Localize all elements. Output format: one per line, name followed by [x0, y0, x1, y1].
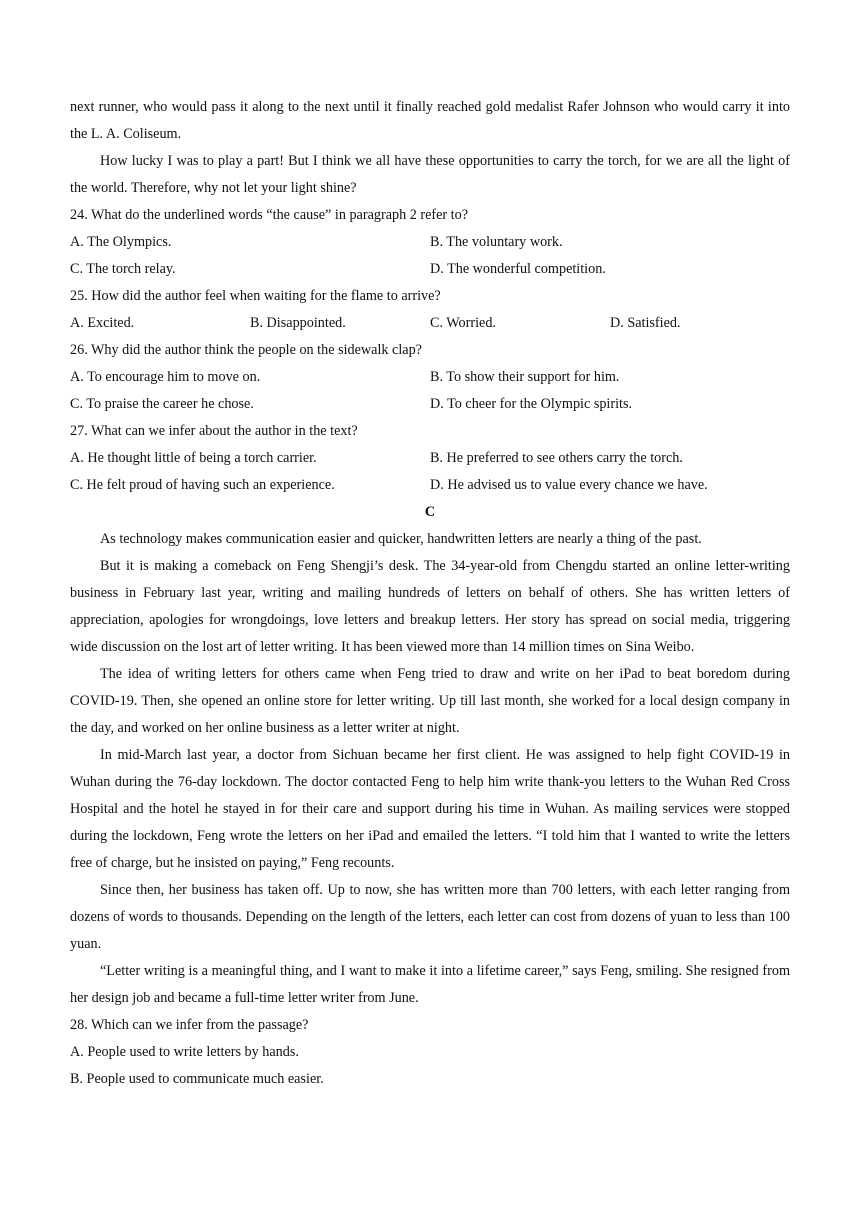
option-d: D. The wonderful competition. — [430, 261, 606, 277]
option-a: A. Excited. — [70, 315, 135, 331]
option-d: D. To cheer for the Olympic spirits. — [430, 396, 633, 412]
passage-b-paragraph: How lucky I was to play a part! But I think we all have these opportunities to carry the torch, for we are all the light of the world. Therefore, why not let your light shine? — [70, 153, 790, 196]
passage-c-paragraph: But it is making a comeback on Feng Shengji’s desk. The 34-year-old from Chengdu started an online letter-writing business in February last year, writing and mailing hundreds of letters on behalf of others. She has written letters of appreciation, apologies for wrongdoings, love letters and breakup letters. Her story has spread on social media, triggering wide discussion on the lost art of letter writing. It has been viewed more than 14 million times on Sina Weibo. — [70, 558, 790, 655]
passage-c-paragraph: The idea of writing letters for others came when Feng tried to draw and write on her iPad to beat boredom during COVID-19. Then, she opened an online store for letter writing. Up till last month, she worked for a local design company in the day, and worked on her online business as a letter writer at night. — [70, 666, 790, 736]
option-b: B. To show their support for him. — [430, 369, 620, 385]
passage-c-paragraph: Since then, her business has taken off. Up to now, she has written more than 700 letters, with each letter ranging from dozens of words to thousands. Depending on the length of the letters, each letter can cost from dozens of yuan to less than 100 yuan. — [70, 882, 790, 952]
option-b: B. Disappointed. — [250, 315, 346, 331]
question-27-options — [70, 472, 790, 499]
option-c: C. Worried. — [430, 315, 496, 331]
section-c-heading: C — [424, 504, 436, 520]
document-page — [70, 94, 790, 1093]
question-25-options — [70, 310, 790, 337]
question-24: 24. What do the underlined words “the cause” in paragraph 2 refer to? — [70, 207, 469, 223]
question-26: 26. Why did the author think the people on the sidewalk clap? — [70, 342, 422, 358]
question-26-options — [70, 364, 790, 391]
option-a: A. To encourage him to move on. — [70, 369, 261, 385]
question-24-options — [70, 256, 790, 283]
option-d: D. He advised us to value every chance we have. — [430, 477, 708, 493]
option-b: B. People used to communicate much easier. — [70, 1071, 324, 1087]
passage-c-paragraph: As technology makes communication easier and quicker, handwritten letters are nearly a thing of the past. — [100, 531, 702, 547]
question-28: 28. Which can we infer from the passage? — [70, 1017, 309, 1033]
question-26-options — [70, 391, 790, 418]
option-a: A. The Olympics. — [70, 234, 172, 250]
option-a: A. He thought little of being a torch carrier. — [70, 450, 317, 466]
option-c: C. He felt proud of having such an experience. — [70, 477, 335, 493]
option-b: B. He preferred to see others carry the torch. — [430, 450, 683, 466]
passage-b-paragraph: next runner, who would pass it along to the next until it finally reached gold medalist Rafer Johnson who would carry it into the L. A. Coliseum. — [70, 99, 790, 142]
option-b: B. The voluntary work. — [430, 234, 563, 250]
question-27: 27. What can we infer about the author in the text? — [70, 423, 358, 439]
question-25: 25. How did the author feel when waiting for the flame to arrive? — [70, 288, 441, 304]
question-27-options — [70, 445, 790, 472]
question-24-options — [70, 229, 790, 256]
option-a: A. People used to write letters by hands. — [70, 1044, 299, 1060]
option-d: D. Satisfied. — [610, 315, 681, 331]
passage-c-paragraph: In mid-March last year, a doctor from Sichuan became her first client. He was assigned to help fight COVID-19 in Wuhan during the 76-day lockdown. The doctor contacted Feng to help him write thank-you letters to the Wuhan Red Cross Hospital and the hotel he stayed in for their care and support during his time in Wuhan. As mailing services were stopped during the lockdown, Feng wrote the letters on her iPad and emailed the letters. “I told him that I wanted to write the letters free of charge, but he insisted on paying,” Feng recounts. — [70, 747, 790, 871]
option-c: C. The torch relay. — [70, 261, 176, 277]
option-c: C. To praise the career he chose. — [70, 396, 254, 412]
passage-c-paragraph: “Letter writing is a meaningful thing, and I want to make it into a lifetime career,” says Feng, smiling. She resigned from her design job and became a full-time letter writer from June. — [70, 963, 790, 1006]
